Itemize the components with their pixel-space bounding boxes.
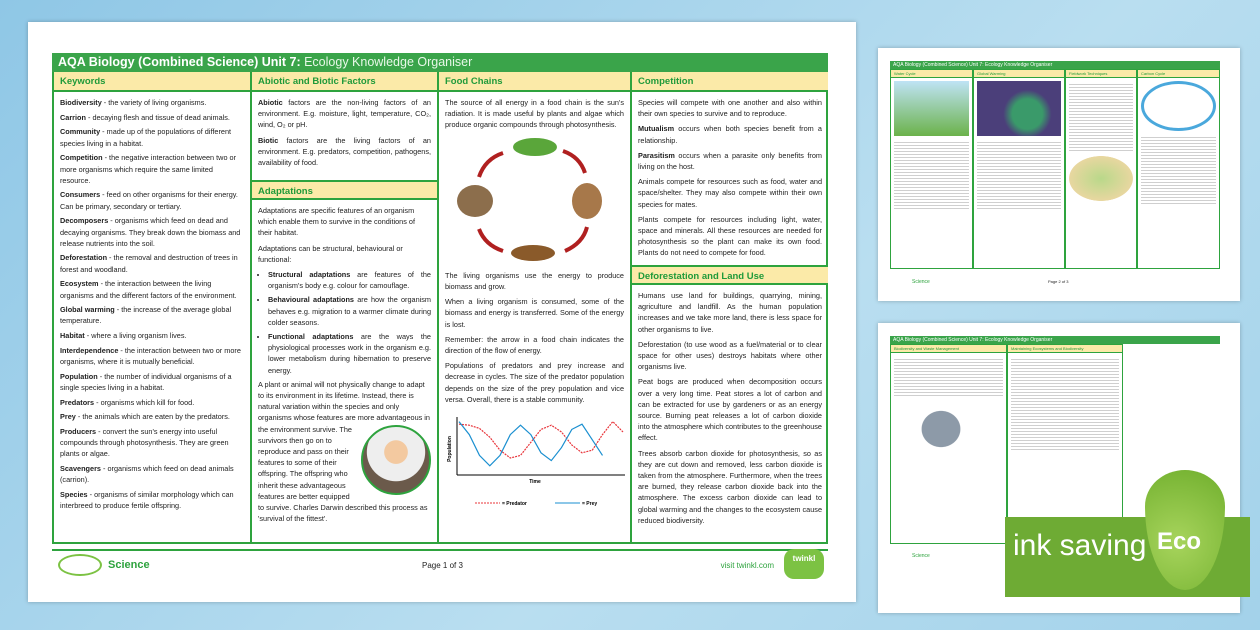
deforestation-p3: Peat bogs are produced when decomposition occurs over a very long time. Peat stores a lot of carbon and can be extracted for use by gardeners or as an energy source. Burning peat releases a lot of carbon dioxide into the atmosphere which contributes to the greenhouse effect. xyxy=(638,377,822,443)
keyword-item xyxy=(60,252,244,274)
keyword-term: Community xyxy=(60,127,101,137)
deforestation-p2: Deforestation (to use wood as a fuel/material or to clear space for other uses) destroys habitats where other organisms live. xyxy=(638,339,822,372)
snake-image xyxy=(511,245,555,261)
competition-p4: Animals compete for resources such as food, water and space/shelter. They may also compete within their own species for mates. xyxy=(638,177,822,209)
keyword-term: Scavengers xyxy=(60,464,101,474)
footer-subject: Science xyxy=(108,559,150,571)
keyword-item xyxy=(60,489,244,511)
thumb2-page: Page 2 of 3 xyxy=(1048,279,1069,284)
thumb2-heading: Global Warming xyxy=(974,70,1064,78)
thumb2-heading: Carbon Cycle xyxy=(1138,70,1219,78)
deforestation-p1: Humans use land for buildings, quarrying, mining, agriculture and landfill. As the human population increases and we take more land, there is less space for other organisms to live. xyxy=(638,291,822,334)
keyword-term: Population xyxy=(60,371,98,381)
legend-prey: = Prey xyxy=(582,501,598,508)
adaptation-desc: are features of the organism's body e.g. colour for camouflage. xyxy=(268,270,431,291)
keyword-definition: - the interaction between the living organisms and the different factors of the environment. xyxy=(60,279,237,300)
rabbit-image xyxy=(572,183,602,219)
footer-page-number: Page 1 of 3 xyxy=(422,561,463,570)
keyword-definition: - organisms which feed on dead and decaying organisms. They break down the biomass and release nutrients into the soil. xyxy=(60,216,241,248)
keyword-definition: - decaying flesh and tissue of dead animals. xyxy=(85,112,230,122)
quadrat-image xyxy=(1069,156,1133,201)
competition-column xyxy=(632,72,828,542)
food-chains-body xyxy=(439,92,630,517)
page-1 xyxy=(28,22,856,602)
arrow-icon xyxy=(479,229,503,251)
grass-image xyxy=(513,138,557,156)
biotic-text: factors are the living factors of an environment. E.g. predators, competition, pathogens, availability of food. xyxy=(258,135,431,168)
keyword-definition: - organisms of similar morphology which can interbreed to produce fertile offspring. xyxy=(60,490,234,511)
keyword-item xyxy=(60,112,244,123)
keyword-definition: - the removal and destruction of trees in forest and woodland. xyxy=(60,253,238,274)
global-warming-image xyxy=(977,81,1061,136)
keyword-term: Biodiversity xyxy=(60,98,102,107)
hawk-image xyxy=(457,185,493,217)
adaptation-bullet xyxy=(268,294,431,328)
keyword-item xyxy=(60,371,244,393)
abiotic-adaptations-column xyxy=(252,72,439,542)
thumb2-subject: Science xyxy=(912,279,930,285)
abiotic-body xyxy=(252,92,437,180)
keyword-definition: - the animals which are eaten by the predators. xyxy=(75,412,230,422)
food-chains-p5: Populations of predators and prey increase and decrease in cycles. The size of the predator population depends on the size of the prey population and vice versa. Overall, there is a stable community. xyxy=(445,361,624,404)
keyword-term: Ecosystem xyxy=(60,279,99,289)
ink-saving-label: ink saving xyxy=(1013,529,1147,562)
predator-prey-chart xyxy=(445,409,625,509)
adaptation-desc: are the ways the physiological processes work in the organism e.g. lower metabolism during hibernation to preserve energy. xyxy=(268,332,431,375)
food-chains-p1: The source of all energy in a food chain is the sun's radiation. It is made useful by plants and algae which produce organic compounds through photosynthesis. xyxy=(445,98,624,130)
keywords-heading: Keywords xyxy=(54,72,250,92)
deforestation-heading: Deforestation and Land Use xyxy=(632,265,828,285)
keyword-item xyxy=(60,126,244,148)
page-footer xyxy=(52,549,828,579)
mutualism-text: occurs when both species benefit from a relationship. xyxy=(638,124,822,145)
keyword-term: Carrion xyxy=(60,112,86,122)
adaptations-list xyxy=(258,269,431,376)
thumb3-heading: Maintaining Ecosystems and Biodiversity xyxy=(1008,345,1122,353)
keyword-term: Interdependence xyxy=(60,345,119,355)
charles-darwin-portrait xyxy=(361,425,431,495)
thumb3-heading: Biodiversity and Waste Management xyxy=(891,345,1006,353)
science-logo-icon xyxy=(58,554,102,576)
keyword-term: Species xyxy=(60,490,88,500)
twinkl-logo-text: twinkl xyxy=(792,554,816,563)
biotic-term: Biotic xyxy=(258,135,279,145)
heron-image xyxy=(911,401,986,471)
title-light: Ecology Knowledge Organiser xyxy=(304,55,473,69)
eco-badge: Eco xyxy=(1157,528,1202,555)
arrow-icon xyxy=(563,151,585,173)
keywords-section xyxy=(54,72,252,542)
keyword-term: Decomposers xyxy=(60,216,109,226)
page-title xyxy=(52,53,828,72)
adaptations-p3-wrap xyxy=(258,379,431,525)
footer-site-link[interactable]: visit twinkl.com xyxy=(720,561,774,570)
thumb3-col xyxy=(890,344,1007,544)
keyword-item xyxy=(60,463,244,485)
food-chains-p2: The living organisms use the energy to produce biomass and grow. xyxy=(445,270,624,292)
keyword-item xyxy=(60,215,244,249)
water-cycle-image xyxy=(894,81,969,136)
thumb2-col xyxy=(1065,69,1137,269)
competition-p5: Plants compete for resources including light, water, space and minerals. All these resources are needed for photosynthesis so the plant can make its own food. Plants do not need to compete for food. xyxy=(638,214,822,258)
food-chains-p3: When a living organism is consumed, some of the biomass and energy is transferred. Some of the energy is lost. xyxy=(445,297,624,329)
cycle-arrows xyxy=(479,151,587,251)
keyword-term: Deforestation xyxy=(60,253,108,263)
abiotic-heading: Abiotic and Biotic Factors xyxy=(252,72,437,92)
keyword-item xyxy=(60,397,244,408)
keyword-item xyxy=(60,278,244,300)
adaptation-bullet xyxy=(268,331,431,376)
keyword-definition: - convert the sun's energy into useful compounds through photosynthesis. They are green plants or algae. xyxy=(60,427,229,459)
adaptations-heading: Adaptations xyxy=(252,180,437,200)
competition-p1: Species will compete with one another and also within their own species to survive and to reproduce. xyxy=(638,98,822,119)
adaptation-type: Functional adaptations xyxy=(268,332,354,342)
thumb3-title: AQA Biology (Combined Science) Unit 7: Ecology Knowledge Organiser xyxy=(890,336,1220,344)
food-chains-section xyxy=(439,72,632,542)
thumb2-heading: Fieldwork Techniques xyxy=(1066,70,1136,78)
x-axis-label: Time xyxy=(529,479,541,486)
thumb3-col xyxy=(1007,344,1123,544)
thumb2-heading: Water Cycle xyxy=(891,70,972,78)
thumb2-col xyxy=(890,69,973,269)
keyword-item xyxy=(60,411,244,422)
abiotic-text: factors are the non-living factors of an environment. E.g. moisture, light, temperature, CO₂, wind, O₂ or pH. xyxy=(258,98,431,130)
keyword-item xyxy=(60,330,244,341)
keyword-definition: - organisms which feed on dead animals (carrion). xyxy=(60,464,234,485)
keyword-item xyxy=(60,97,244,108)
keyword-definition: - feed on other organisms for their energy. Can be primary, secondary or tertiary. xyxy=(60,190,238,211)
keyword-term: Predators xyxy=(60,397,95,407)
adaptation-desc: are how the organism behaves e.g. migration to a warmer climate during colder seasons. xyxy=(268,295,432,327)
adaptations-p2: Adaptations can be structural, behavioural or functional: xyxy=(258,243,403,264)
competition-heading: Competition xyxy=(632,72,828,92)
organiser-grid xyxy=(52,72,828,544)
parasitism-text: occurs when a parasite only benefits from living on the host. xyxy=(638,150,822,172)
twinkl-logo xyxy=(784,549,824,579)
thumb3-subject: Science xyxy=(912,553,930,559)
arrow-icon xyxy=(565,227,587,251)
series-line-prey xyxy=(459,422,603,466)
keyword-item xyxy=(60,304,244,326)
parasitism-term: Parasitism xyxy=(638,150,675,160)
adaptations-body xyxy=(252,200,437,533)
keyword-definition: - made up of the populations of different species living in a habitat. xyxy=(60,127,232,148)
legend-predator: = Predator xyxy=(502,501,527,508)
keyword-definition: - where a living organism lives. xyxy=(84,331,187,341)
adaptations-p1: Adaptations are specific features of an organism which enable them to survive in the conditions of their habitat. xyxy=(258,206,415,238)
page-2-thumbnail[interactable] xyxy=(878,48,1240,301)
keyword-definition: - the number of individual organisms of a single species living in a habitat. xyxy=(60,371,232,392)
abiotic-term: Abiotic xyxy=(258,98,283,107)
keyword-definition: - the increase of the average global temperature. xyxy=(60,305,232,326)
food-chains-heading: Food Chains xyxy=(439,72,630,92)
keyword-term: Habitat xyxy=(60,331,85,341)
keyword-term: Consumers xyxy=(60,190,101,200)
keyword-term: Competition xyxy=(60,153,103,163)
competition-body xyxy=(632,92,828,265)
keyword-item xyxy=(60,189,244,211)
title-bold: AQA Biology (Combined Science) Unit 7: xyxy=(58,55,301,69)
keyword-definition: - organisms which kill for food. xyxy=(94,397,195,407)
keyword-term: Global warming xyxy=(60,305,115,315)
y-axis-label: Population xyxy=(447,436,453,462)
keyword-item xyxy=(60,426,244,460)
keyword-item xyxy=(60,152,244,186)
deforestation-body xyxy=(632,285,828,535)
adaptation-type: Structural adaptations xyxy=(268,270,351,280)
food-chain-diagram xyxy=(445,135,625,267)
adaptation-type: Behavioural adaptations xyxy=(268,295,354,305)
adaptation-bullet xyxy=(268,269,431,291)
keyword-definition: - the interaction between two or more organisms, where it is mutually beneficial. xyxy=(60,345,241,367)
deforestation-p4: Trees absorb carbon dioxide for photosynthesis, so as they are cut down and removed, less carbon dioxide is taken from the atmosphere. Furthermore, when the trees are burned, they release carbon dioxide back into the atmosphere. The excess carbon dioxide can lead to global warming and the changes to the ecosystem cause reduced biodiversity. xyxy=(638,448,822,525)
keyword-item xyxy=(60,345,244,367)
carbon-cycle-image xyxy=(1141,81,1216,131)
arrow-icon xyxy=(479,153,503,177)
thumb2-col xyxy=(1137,69,1220,269)
adaptations-p3: A plant or animal will not physically change to adapt to its environment in its lifetime. Instead, there is natural variation within the species and only organisms whose features are more advantageous in the environment survive. The survivors then go on to reproduce and pass on their features to some of their offspring. The offspring who inherit these advantageous features are better equipped to survive. Charles Darwin described this process as 'survival of the fittest'. xyxy=(258,379,430,524)
thumb2-col xyxy=(973,69,1065,269)
keyword-term: Producers xyxy=(60,427,97,437)
keyword-definition: - the variety of living organisms. xyxy=(101,98,207,107)
keyword-definition: - the negative interaction between two or more organisms which require the same limited resource. xyxy=(60,153,237,185)
food-chains-p4: Remember: the arrow in a food chain indicates the direction of the flow of energy. xyxy=(445,334,624,356)
keyword-term: Prey xyxy=(60,412,76,422)
mutualism-term: Mutualism xyxy=(638,124,675,134)
thumb2-title: AQA Biology (Combined Science) Unit 7: Ecology Knowledge Organiser xyxy=(890,61,1220,69)
keywords-list xyxy=(54,92,250,520)
